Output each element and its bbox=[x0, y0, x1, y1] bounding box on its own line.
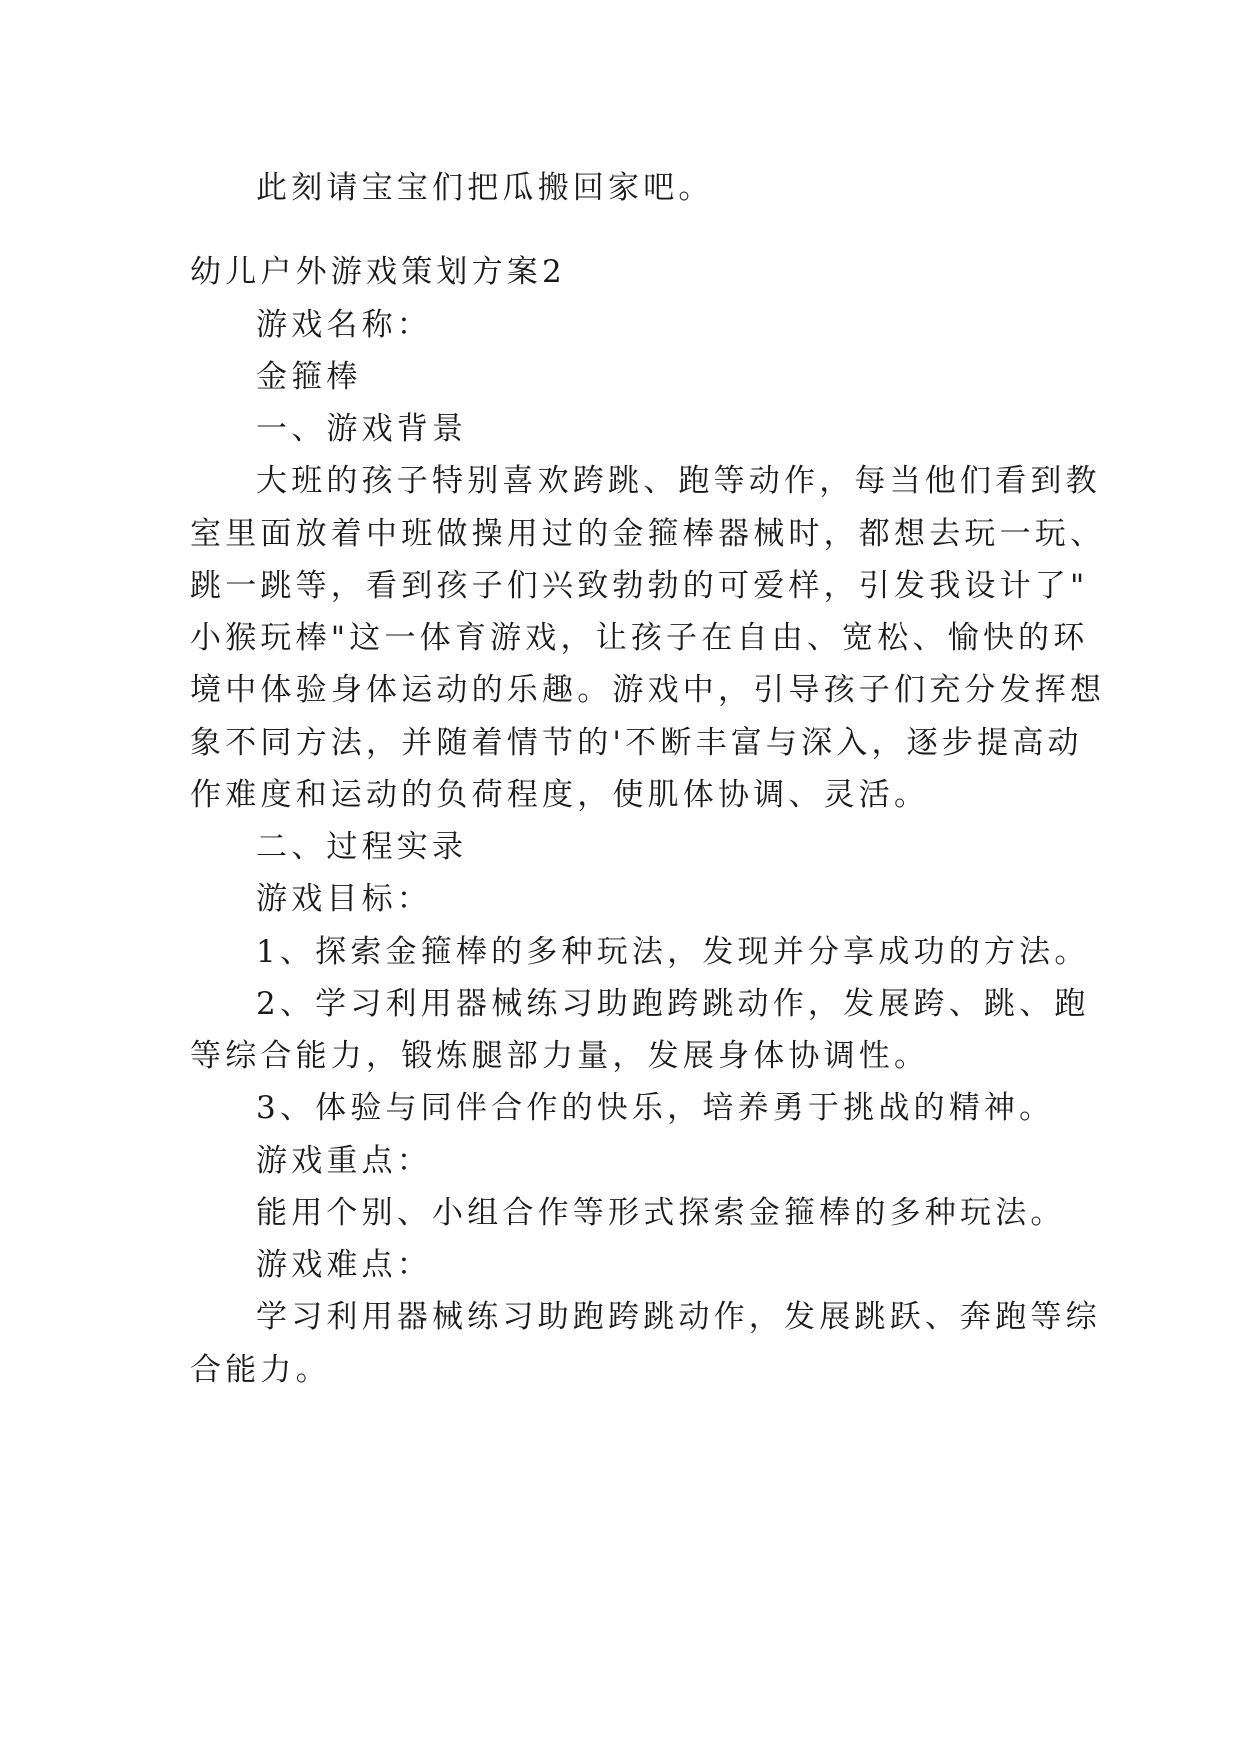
text-line: 境中体验身体运动的乐趣。游戏中，引导孩子们充分发挥想 bbox=[190, 672, 1106, 708]
text-line: 游戏难点： bbox=[256, 1247, 432, 1283]
text-line: 3、体验与同伴合作的快乐，培养勇于挑战的精神。 bbox=[256, 1090, 1055, 1126]
text-line: 一、游戏背景 bbox=[256, 411, 468, 447]
text-line: 象不同方法，并随着情节的'不断丰富与深入，逐步提高动 bbox=[190, 725, 1083, 761]
text-line: 大班的孩子特别喜欢跨跳、跑等动作，每当他们看到教 bbox=[256, 463, 1101, 499]
text-line: 等综合能力，锻炼腿部力量，发展身体协调性。 bbox=[190, 1038, 930, 1074]
text-line: 跳一跳等，看到孩子们兴致勃勃的可爱样，引发我设计了" bbox=[190, 568, 1089, 604]
text-line: 二、过程实录 bbox=[256, 829, 468, 865]
text-line: 合能力。 bbox=[190, 1352, 331, 1388]
text-line: 学习利用器械练习助跑跨跳动作，发展跳跃、奔跑等综 bbox=[256, 1299, 1101, 1335]
text-line: 能用个别、小组合作等形式探索金箍棒的多种玩法。 bbox=[256, 1195, 1066, 1231]
text-line: 此刻请宝宝们把瓜搬回家吧。 bbox=[256, 170, 714, 206]
text-line: 游戏目标： bbox=[256, 881, 432, 917]
text-line: 游戏重点： bbox=[256, 1143, 432, 1179]
text-line: 金箍棒 bbox=[256, 359, 362, 395]
text-line: 室里面放着中班做操用过的金箍棒器械时，都想去玩一玩、 bbox=[190, 516, 1106, 552]
text-line: 2、学习利用器械练习助跑跨跳动作，发展跨、跳、跑 bbox=[256, 986, 1090, 1022]
text-line: 1、探索金箍棒的多种玩法，发现并分享成功的方法。 bbox=[256, 934, 1090, 970]
section-title: 幼儿户外游戏策划方案2 bbox=[190, 254, 566, 290]
text-line: 游戏名称： bbox=[256, 307, 432, 343]
text-line: 小猴玩棒"这一体育游戏，让孩子在自由、宽松、愉快的环 bbox=[190, 620, 1089, 656]
text-line: 作难度和运动的负荷程度，使肌体协调、灵活。 bbox=[190, 777, 930, 813]
